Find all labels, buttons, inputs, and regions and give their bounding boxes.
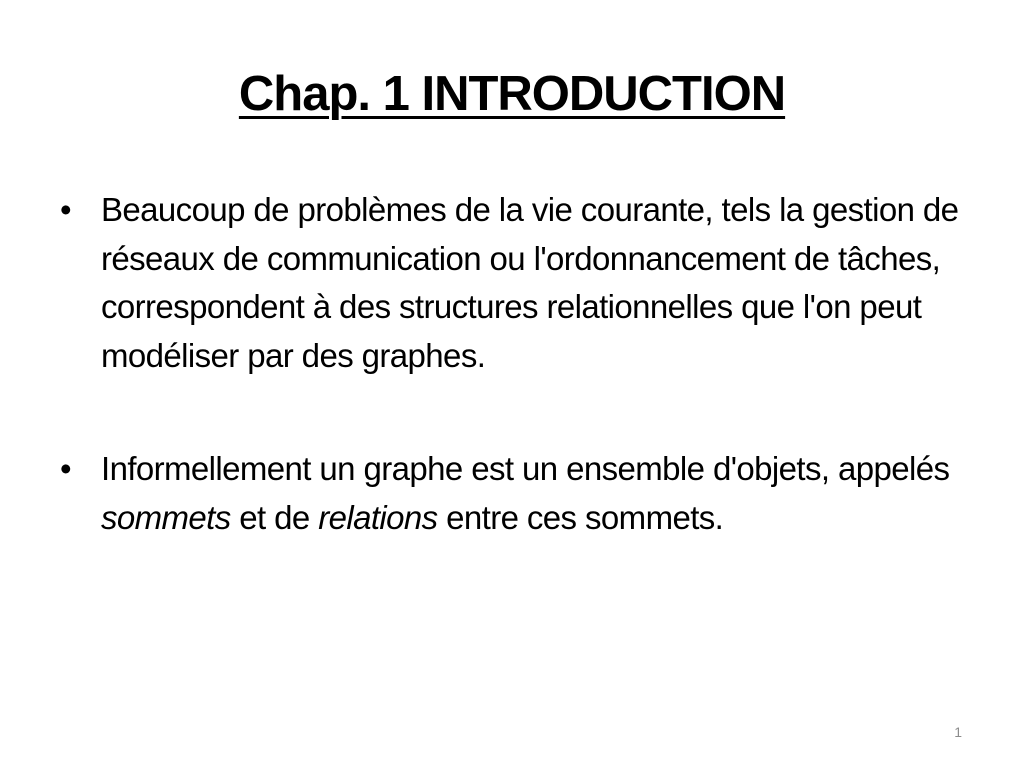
bullet-text: Beaucoup de problèmes de la vie courante, tels la gestion de réseaux de communication ou l'ordonnancement de tâches, correspondent à des structures relationnelles que l'on peut modéliser par des graphes. (101, 191, 959, 374)
bullet-text (101, 445, 960, 542)
bullet-icon: • (60, 191, 71, 228)
definition-text-part-1: Informellement un graphe est un ensemble d'objets, appelés (101, 450, 950, 487)
bullet-item-graph-definition (60, 445, 960, 542)
definition-text-part-3: entre ces sommets. (437, 498, 724, 536)
bullet-item-graph-applications (60, 186, 960, 380)
definition-text-part-2: et de (230, 498, 319, 536)
bullet-icon: • (60, 450, 71, 487)
bullet-list (60, 186, 960, 542)
slide-title: Chap. 1 INTRODUCTION (238, 67, 786, 121)
slide-number: 1 (954, 724, 962, 740)
term-relations: relations (318, 498, 438, 536)
term-sommets: sommets (101, 498, 231, 536)
